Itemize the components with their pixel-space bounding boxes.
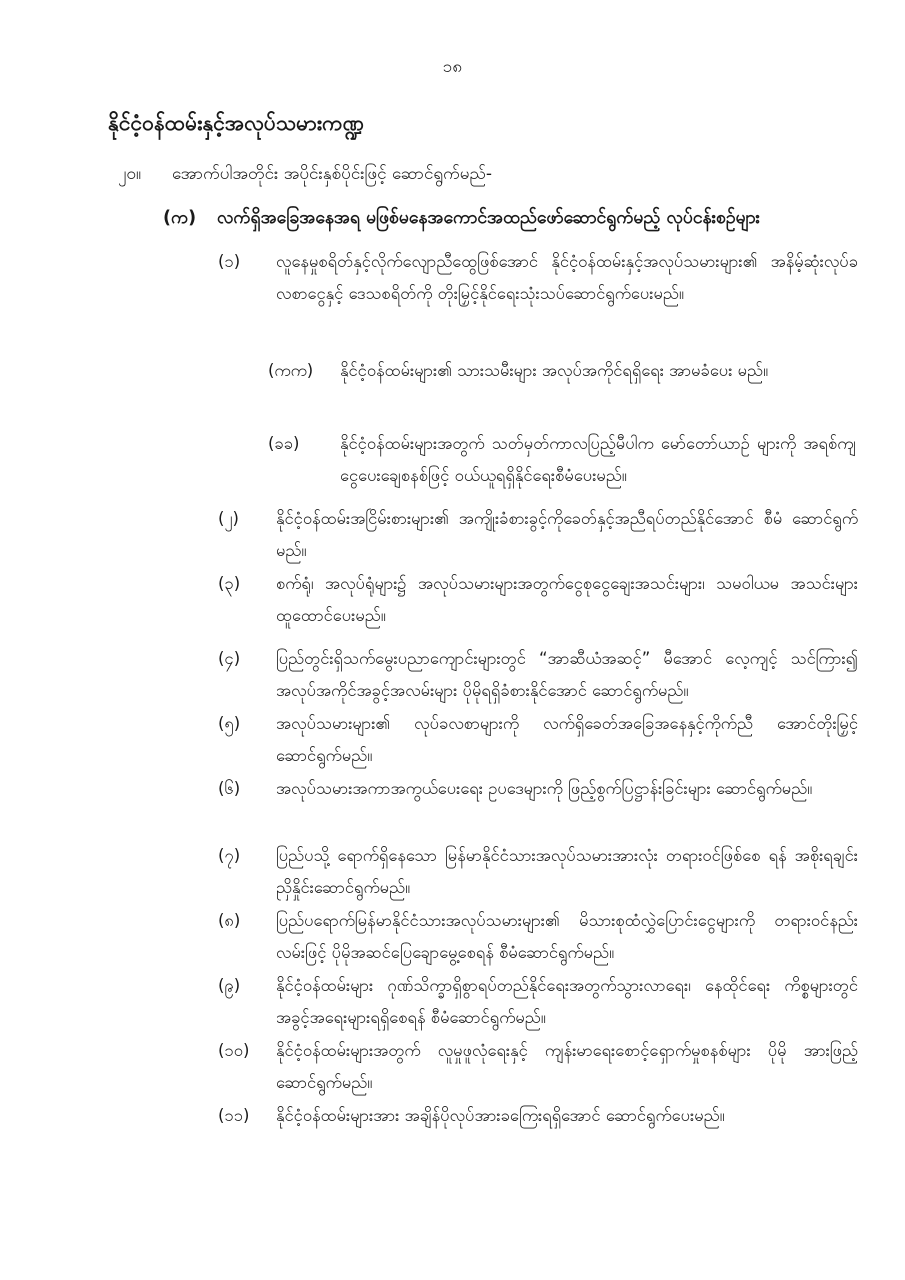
item-text: ပြည်ပသို့ ရောက်ရှိနေသော မြန်မာနိုင်ငံသားအလုပ်သမားအားလုံး တရားဝင်ဖြစ်စေ ရန် အစိုးရချင်းညှိနှိုင်းဆောင်ရွက်မည်။: [276, 846, 858, 897]
nested-list-item: [268, 428, 856, 492]
item-number: (၁): [218, 252, 241, 271]
item-text: စက်ရုံ၊ အလုပ်ရုံများ၌ အလုပ်သမားများအတွက်ငွေစုငွေချေးအသင်းများ၊ သမဝါယမ အသင်းများ ထူထောင်ပေးမည်။: [276, 574, 858, 625]
item-number: (၅): [218, 714, 241, 733]
item-number: (၇): [218, 846, 241, 865]
list-item: [218, 568, 858, 632]
paragraph-number: ၂၀။: [118, 164, 142, 184]
item-number: (၄): [218, 649, 241, 668]
list-item: [218, 905, 858, 969]
item-text: နိုင်ငံ့ဝန်ထမ်းအငြိမ်းစားများ၏ အကျိုးခံစားခွင့်ကိုခေတ်နှင့်အညီရပ်တည်နိုင်အောင် စီမံ ဆောင်ရွက်မည်။: [276, 509, 858, 560]
nested-item-text: နိုင်ငံ့ဝန်ထမ်းများ၏ သားသမီးများ အလုပ်အကိုင်ရရှိရေး အာမခံပေး မည်။: [340, 361, 769, 380]
nested-item-text: နိုင်ငံ့ဝန်ထမ်းများအတွက် သတ်မှတ်ကာလပြည့်မီပါက မော်တော်ယာဉ် များကို အရစ်ကျငွေပေးချေစနစ်ဖြင့် ဝယ်ယူရရှိနိုင်ရေးစီမံပေးမည်။: [340, 434, 856, 485]
item-text: နိုင်ငံ့ဝန်ထမ်းများအတွက် လူမှုဖူလုံရေးနှင့် ကျန်းမာရေးစောင့်ရှောက်မှုစနစ်များ ပိုမို အားဖြည့်ဆောင်ရွက်မည်။: [276, 1041, 858, 1092]
nested-list-item: [268, 355, 856, 387]
item-text: အလုပ်သမားအကာအကွယ်ပေးရေး ဥပဒေများကို ဖြည့်စွက်ပြဋ္ဌာန်းခြင်းများ ဆောင်ရွက်မည်။: [276, 779, 813, 798]
item-number: (၆): [218, 779, 241, 798]
section-heading: နိုင်ငံ့ဝန်ထမ်းနှင့်အလုပ်သမားကဏ္ဍ: [108, 111, 364, 135]
list-item: [218, 840, 858, 904]
item-text: ပြည်ပရောက်မြန်မာနိုင်ငံသားအလုပ်သမားများ၏ မိသားစုထံလွှဲပြောင်းငွေများကို တရားဝင်နည်းလမ်းဖြင့် ပိုမိုအဆင်ပြေချောမွေ့စေရန် စီမံဆောင်ရွက်မည်။: [276, 911, 858, 962]
list-item: [218, 1100, 858, 1132]
item-text: ပြည်တွင်းရှိသက်မွေးပညာကျောင်းများတွင် “အာဆီယံအဆင့်” မီအောင် လေ့ကျင့် သင်ကြား၍ အလုပ်အကိုင်အခွင့်အလမ်းများ ပိုမိုရရှိခံစားနိုင်အောင် ဆောင်ရွက်မည်။: [276, 649, 858, 700]
item-number: (၁၁): [218, 1106, 250, 1125]
list-item: [218, 503, 858, 567]
item-text: နိုင်ငံ့ဝန်ထမ်းများအား အချိန်ပိုလုပ်အားခကြေးရရှိအောင် ဆောင်ရွက်ပေးမည်။: [276, 1106, 725, 1125]
list-item: [218, 1035, 858, 1099]
subsection-title: လက်ရှိအခြေအနေအရ မဖြစ်မနေအကောင်အထည်ဖော်ဆောင်ရွက်မည့် လုပ်ငန်းစဉ်များ: [217, 208, 760, 228]
list-item: [218, 246, 858, 310]
paragraph-text: အောက်ပါအတိုင်း အပိုင်းနှစ်ပိုင်းဖြင့် ဆောင်ရွက်မည်-: [172, 164, 493, 184]
item-text: အလုပ်သမားများ၏ လုပ်ခလစာများကို လက်ရှိခေတ်အခြေအနေနှင့်ကိုက်ညီ အောင်တိုးမြှင့်ဆောင်ရွက်မည်။: [276, 714, 858, 765]
nested-item-number: (ခခ): [268, 434, 300, 453]
subsection-ka: [163, 206, 853, 232]
item-number: (၂): [218, 509, 239, 528]
subsection-number: (က): [163, 208, 197, 228]
list-item: [218, 773, 858, 805]
item-text: နိုင်ငံ့ဝန်ထမ်းများ ဂုဏ်သိက္ခာရှိစွာရပ်တည်နိုင်ရေးအတွက်သွားလာရေး၊ နေထိုင်ရေး ကိစ္စများတွင် အခွင့်အရေးများရရှိစေရန် စီမံဆောင်ရွက်မည်။: [276, 976, 858, 1027]
item-text: လူနေမှုစရိတ်နှင့်လိုက်လျောညီထွေဖြစ်အောင် နိုင်ငံ့ဝန်ထမ်းနှင့်အလုပ်သမားများ၏ အနိမ့်ဆုံးလုပ်ခလစာငွေနှင့် ဒေသစရိတ်ကို တိုးမြှင့်နိုင်ရေးသုံးသပ်ဆောင်ရွက်ပေးမည်။: [276, 252, 858, 303]
item-number: (၈): [218, 911, 241, 930]
page-number: ၁၈: [442, 57, 463, 77]
item-number: (၃): [218, 574, 241, 593]
paragraph-20: [118, 163, 858, 188]
nested-item-number: (ကက): [268, 361, 314, 380]
list-item: [218, 708, 858, 772]
item-number: (၉): [218, 976, 241, 995]
item-number: (၁၀): [218, 1041, 250, 1060]
list-item: [218, 643, 858, 707]
list-item: [218, 970, 858, 1034]
